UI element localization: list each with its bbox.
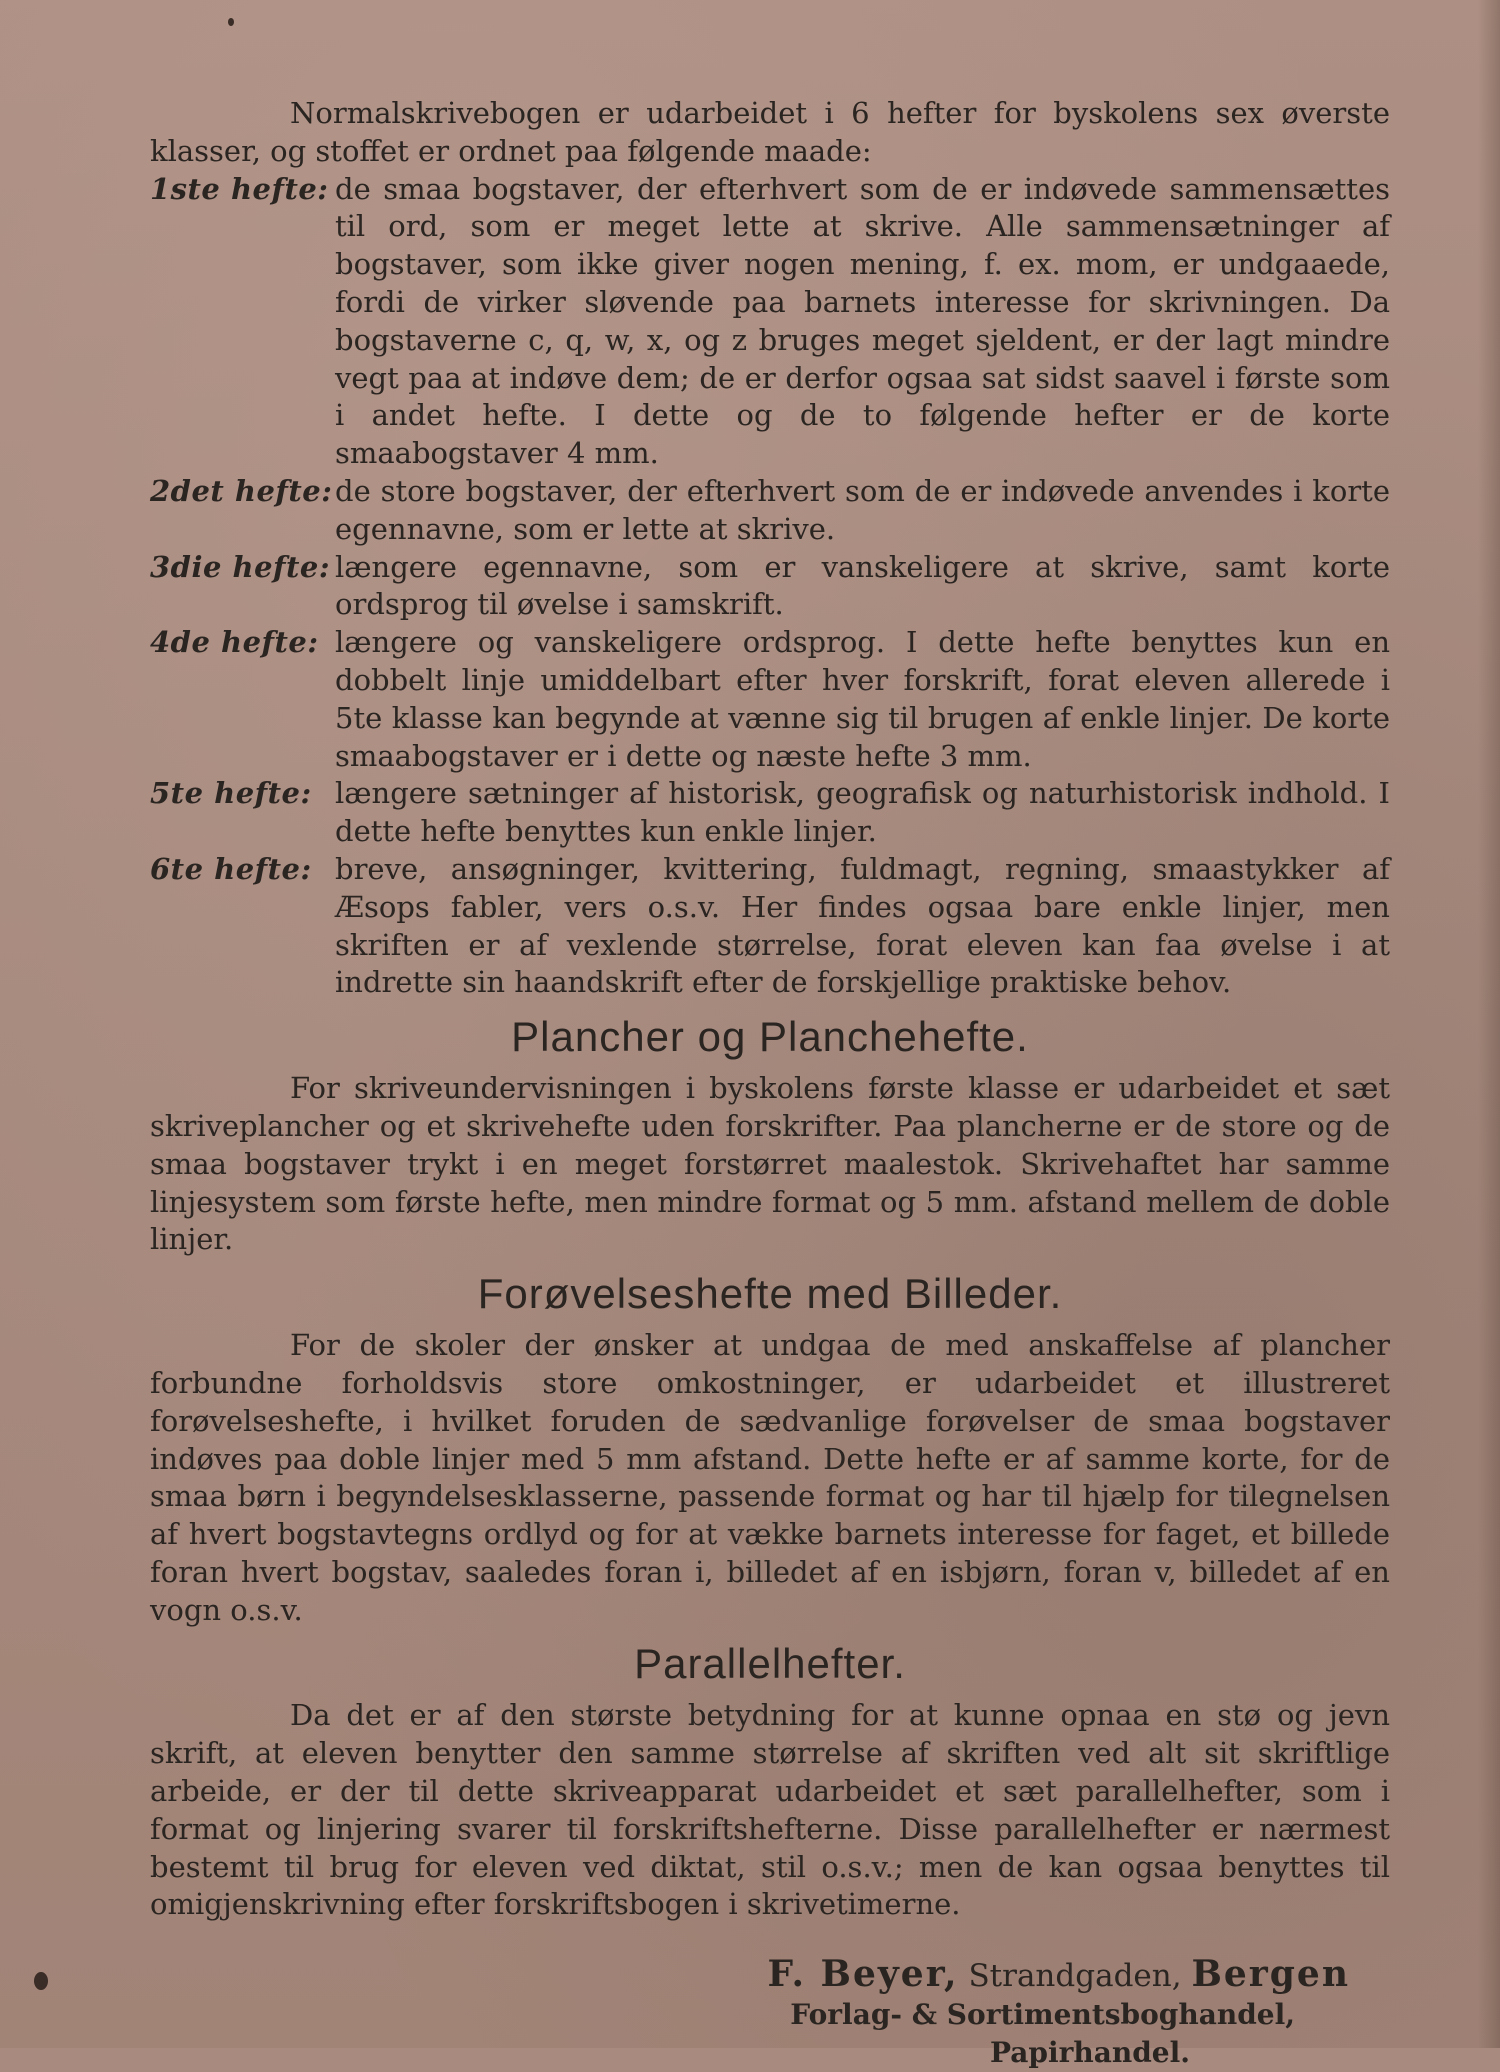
publisher-imprint <box>150 1954 1390 2072</box>
hefte-entry-1 <box>150 171 1390 473</box>
section-heading-plancher: Plancher og Planchehefte. <box>511 1013 1029 1061</box>
hefte-label: 4de hefte: <box>150 625 319 660</box>
hefte-label: 6te hefte: <box>150 851 312 886</box>
intro-paragraph: Normalskrivebogen er udarbeidet i 6 hefter for byskolens sex øverste klasser, og stoffet er ordnet paa følgende maade: <box>150 96 1390 168</box>
publisher-address-line <box>150 1954 1350 1996</box>
hefte-description: de store bogstaver, der efterhvert som de er indøvede anvendes i korte egennavne, som er lette at skrive. <box>335 473 1390 546</box>
hefte-label: 2det hefte: <box>150 473 333 508</box>
publisher-name: F. Beyer, <box>767 1953 959 1996</box>
section-text-plancher: For skriveundervisningen i byskolens første klasse er udarbeidet et sæt skriveplancher og et skrivehefte uden forskrifter. Paa plancherne er de store og de smaa bogstaver trykt i en meget forstørret maalestok. Skrivehaftet har samme linjesystem som første hefte, men mindre format og 5 mm. afstand mellem de doble linjer. <box>150 1071 1390 1257</box>
hefte-label: 1ste hefte: <box>150 171 329 206</box>
hefte-description: længere og vanskeligere ordsprog. I dette hefte benyttes kun en dobbelt linje umiddelbart efter hver forskrift, forat eleven allerede i 5te klasse kan begynde at vænne sig til brugen af enkle linjer. De korte smaabogstaver er i dette og næste hefte 3 mm. <box>335 625 1390 773</box>
paper-speck <box>34 1972 48 1990</box>
paper-speck <box>228 18 234 26</box>
section-heading-parallelhefter: Parallelhefter. <box>634 1640 906 1688</box>
hefte-entry-5 <box>150 775 1390 851</box>
hefte-description: længere egennavne, som er vanskeligere at skrive, samt korte ordsprog til øvelse i samskrift. <box>335 549 1390 622</box>
publisher-trade-secondary: Papirhandel. <box>989 2036 1190 2070</box>
hefte-entry-2 <box>150 473 1390 549</box>
hefte-description: længere sætninger af historisk, geografisk og naturhistorisk indhold. I dette hefte benyttes kun enkle linjer. <box>335 776 1390 849</box>
hefte-label: 5te hefte: <box>150 776 312 811</box>
publisher-street: Strandgaden, <box>968 1958 1182 1995</box>
hefte-description: breve, ansøgninger, kvittering, fuldmagt, regning, smaastykker af Æsops fabler, vers o.s.v. Her findes ogsaa bare enkle linjer, men skriften er af vexlende størrelse, forat eleven kan faa øvelse i at indrette sin haandskrift efter de forskjellige praktiske behov. <box>335 851 1390 1000</box>
hefte-entry-6 <box>150 851 1390 1002</box>
section-text-forovelseshefte: For de skoler der ønsker at undgaa de med anskaffelse af plancher forbundne forholdsvis store omkostninger, er udarbeidet et illustreret forøvelseshefte, i hvilket foruden de sædvanlige forøvelser de smaa bogstaver indøves paa doble linjer med 5 mm afstand. Dette hefte er af samme korte, for de smaa børn i begyndelsesklasserne, passende format og har til hjælp for tilegnelsen af hvert bogstavtegns ordlyd og for at vække barnets interesse for faget, et billede foran hvert bogstav, saaledes foran i, billedet af en isbjørn, foran v, billedet af en vogn o.s.v. <box>150 1328 1390 1627</box>
hefte-label: 3die hefte: <box>150 549 331 584</box>
document-content <box>150 95 1390 2072</box>
publisher-city: Bergen <box>1191 1953 1350 1996</box>
hefte-entry-4 <box>150 624 1390 775</box>
hefte-description: de smaa bogstaver, der efterhvert som de er indøvede sammensættes til ord, som er meget lette at skrive. Alle sammensætninger af bogstaver, som ikke giver nogen mening, f. ex. mom, er undgaaede, fordi de virker sløvende paa barnets interesse for skrivningen. Da bogstaverne c, q, w, x, og z bruges meget sjeldent, er der lagt mindre vegt paa at indøve dem; de er derfor ogsaa sat sidst saavel i første som i andet hefte. I dette og de to følgende hefter er de korte smaabogstaver 4 mm. <box>335 171 1390 471</box>
section-heading-forovelseshefte: Forøvelseshefte med Billeder. <box>477 1270 1063 1318</box>
section-text-parallelhefter: Da det er af den største betydning for at kunne opnaa en stø og jevn skrift, at eleven benytter den samme størrelse af skriften ved alt sit skriftlige arbeide, er der til dette skriveapparat udarbeidet et sæt parallelhefter, som i format og linjering svarer til forskriftshefterne. Disse parallelhefter er nærmest bestemt til brug for eleven ved diktat, stil o.s.v.; men de kan ogsaa benyttes til omigjenskrivning efter forskriftsbogen i skrivetimerne. <box>150 1698 1390 1922</box>
publisher-trade: Forlag- & Sortimentsboghandel, <box>790 1998 1295 2032</box>
hefte-entry-3 <box>150 549 1390 625</box>
paper-edge <box>1478 0 1500 2048</box>
